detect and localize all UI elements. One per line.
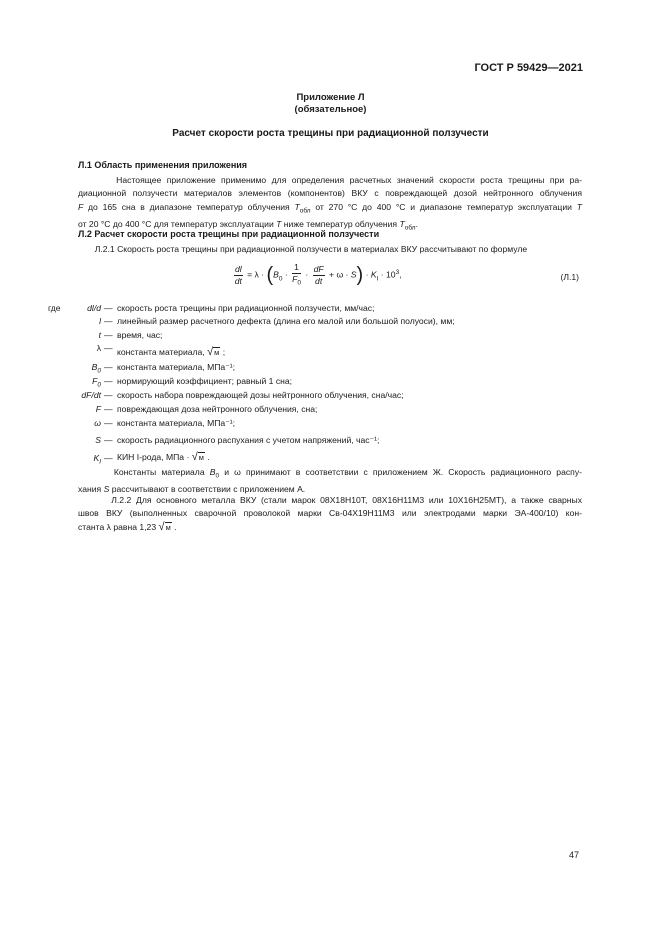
- symbol-ki: $K_I$: [93, 453, 101, 466]
- dash: —: [104, 390, 113, 400]
- dash: —: [104, 330, 113, 340]
- para-line: станта λ равна 1,23 √м .: [78, 520, 177, 533]
- symbol-t: t: [98, 330, 101, 340]
- dash: —: [104, 404, 113, 414]
- para-line: Константы материала $B_0$ и ω принимают в соответствии с приложением Ж. Скорость радиационного распу-: [78, 467, 582, 480]
- symbol-lambda: λ: [96, 343, 101, 353]
- sqrt-m-unit: √м: [191, 451, 204, 463]
- df-dt-fraction: $\frac{dF}{dt}$: [313, 263, 324, 286]
- definition-text: константа материала, МПа⁻¹;: [117, 418, 235, 428]
- para-line: швов ВКУ (выполненных сварочной проволокой марки Св-04Х19Н11М3 или электродами марки ЭА-400/10) кон-: [78, 508, 582, 519]
- symbol-f0: $F_0$: [92, 376, 101, 389]
- sqrt-m-unit: √м: [158, 520, 171, 533]
- equation-number: (Л.1): [560, 272, 579, 282]
- definition-text: нормирующий коэффициент; равный 1 сна;: [117, 376, 293, 386]
- symbol-dl-d: dl/d: [87, 303, 101, 313]
- dash: —: [104, 362, 113, 372]
- definition-text: повреждающая доза нейтронного облучения, сна;: [117, 404, 318, 414]
- section-2-intro: [78, 243, 582, 256]
- para-line: Л.2.2 Для основного металла ВКУ (стали марок 08Х18Н10Т, 08Х16Н11М3 или 10Х16Н25МТ), а также сварных: [78, 495, 582, 505]
- definition-text: скорость роста трещины при радиационной ползучести, мм/час;: [117, 303, 375, 313]
- symbol-l: l: [99, 316, 101, 326]
- para-line: Настоящее приложение применимо для определения расчетных значений скорости роста трещины при ра-: [78, 175, 582, 185]
- section-1-paragraph: [78, 174, 582, 235]
- symbol-f: F: [95, 404, 101, 414]
- dash: —: [104, 453, 113, 463]
- page-number: 47: [568, 850, 579, 860]
- definition-text: время, час;: [117, 330, 163, 340]
- intro-text: Л.2.1 Скорость роста трещины при радиационной ползучести в материалах ВКУ рассчитывают по формуле: [94, 244, 528, 254]
- dash: —: [104, 316, 113, 326]
- para-line: хания S рассчитывают в соответствии с приложением А.: [78, 484, 306, 495]
- section-heading-1: Л.1 Область применения приложения: [78, 160, 248, 170]
- dash: —: [104, 343, 113, 353]
- sqrt-m-unit: √м: [207, 346, 220, 358]
- symbol-b0: $B_0$: [91, 362, 101, 375]
- page-title: Расчет скорости роста трещины при радиационной ползучести: [172, 128, 489, 139]
- symbol-s: S: [95, 435, 101, 445]
- definition-text: КИН I-рода, МПа ·: [117, 452, 190, 462]
- dash: —: [104, 418, 113, 428]
- constants-paragraph: [78, 466, 582, 497]
- one-over-f0-fraction: $\frac{1}{F_0}$: [292, 262, 301, 287]
- para-line: [78, 243, 582, 256]
- para-line: диационной ползучести материалов элементов (компонентов) ВКУ с повреждающей дозой нейтронного облучения: [78, 188, 582, 199]
- dl-dt-fraction: $\frac{dl}{dt}$: [234, 263, 242, 286]
- para-line: F до 165 сна в диапазоне температур облучения $T_{обл}$ от 270 °С до 400 °С и диапазоне температур эксплуатации T: [78, 201, 582, 215]
- dash: —: [104, 303, 113, 313]
- dash: —: [104, 435, 113, 445]
- definition-ki: КИН I-рода, МПа · √м .: [117, 451, 210, 463]
- symbol-omega: ω: [94, 418, 101, 428]
- clause-l22-paragraph: [78, 494, 582, 534]
- definition-text: скорость набора повреждающей дозы нейтронного облучения, сна/час;: [117, 390, 404, 400]
- where-label: где: [48, 303, 61, 313]
- formula-l1: $\frac{dl}{dt}$ = $\lambda \cdot (B_0$ · $\frac{1}{F_0}$ · $\frac{dF}{dt}$ + $\omega \cdot S) \cdot K_I \cdot 10^3$,: [234, 262, 402, 287]
- annex-status: (обязательное): [294, 104, 367, 115]
- para-text: станта λ равна 1,23: [78, 521, 157, 532]
- annex-title: Приложение Л: [296, 92, 365, 103]
- definition-text: линейный размер расчетного дефекта (длина его малой или большой полуоси), мм;: [117, 316, 455, 326]
- definition-text: скорость радиационного распухания с учетом напряжений, час⁻¹;: [117, 435, 380, 445]
- symbol-df-dt: dF/dt: [81, 390, 101, 400]
- definition-text: константа материала,: [117, 347, 205, 357]
- definition-lambda: константа материала, √м ;: [117, 346, 226, 358]
- section-heading-2: Л.2 Расчет скорости роста трещины при радиационной ползучести: [78, 229, 380, 239]
- document-code: ГОСТ Р 59429—2021: [474, 62, 583, 74]
- dash: —: [104, 376, 113, 386]
- annex-heading: [0, 92, 661, 116]
- para-line: от 20 °С до 400 °С для температур эксплуатации T ниже температур облучения $T_{обл}$.: [78, 218, 418, 232]
- definition-text: константа материала, МПа⁻¹;: [117, 362, 235, 372]
